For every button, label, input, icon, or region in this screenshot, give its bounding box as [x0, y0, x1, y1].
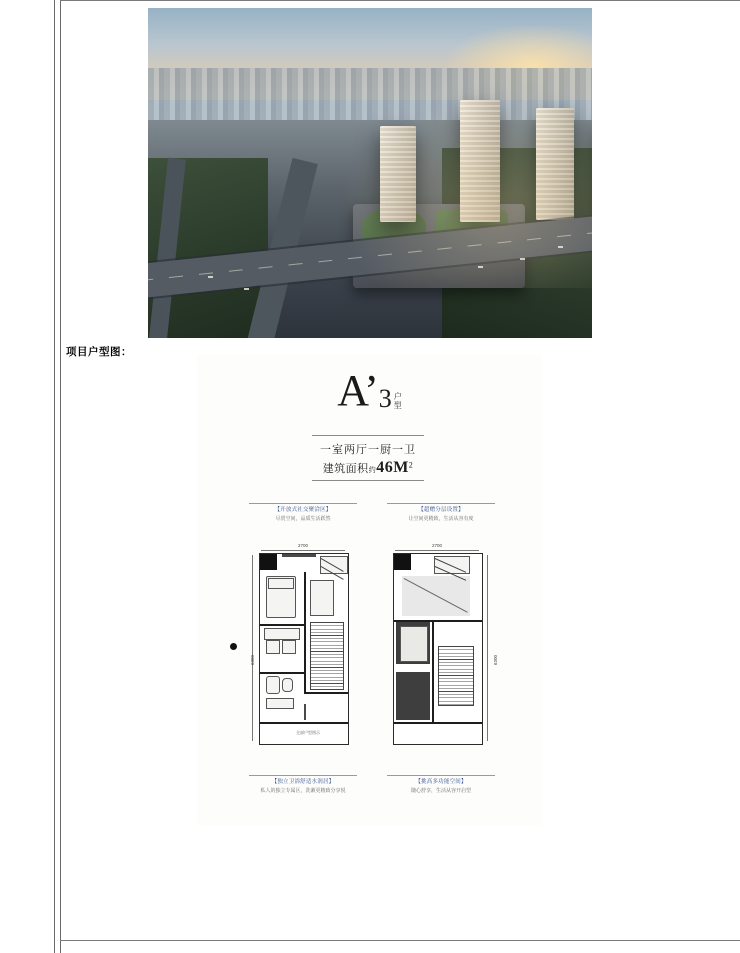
tower-2 [460, 100, 500, 222]
storage-area [396, 672, 430, 720]
annotation-title: 【超赠分层设置】 [418, 507, 464, 513]
unit-letter: A [337, 366, 365, 415]
annotation-desc: 尽赏空间，品质生活跃然 [275, 516, 331, 522]
staircase [438, 646, 474, 706]
annotation-top-left [249, 503, 357, 523]
floorplan-title [197, 366, 542, 421]
toilet [282, 678, 293, 692]
annotation-rule [387, 503, 495, 504]
area-unit: M [393, 459, 409, 476]
annotation-rule [387, 775, 495, 776]
unit-sub-line-2: 型 [393, 401, 402, 410]
car [478, 266, 483, 268]
dimension-line-right [395, 550, 479, 551]
annotation-desc: 随心舒享，生活从容开启型 [410, 788, 471, 794]
staircase [310, 622, 344, 690]
partition-wall-bathroom [260, 672, 305, 674]
annotation-title: 【挑高多功能空间】 [415, 779, 467, 785]
page-margin-rule-outer [54, 0, 55, 953]
pillow [268, 578, 294, 589]
page-margin-rule-inner [60, 0, 61, 953]
figure-caption: 项目户型图： [66, 346, 132, 358]
kitchen-counter [264, 628, 300, 640]
structural-core [394, 554, 411, 570]
annotation-bottom-left [249, 775, 357, 795]
area-about: 约 [368, 466, 377, 474]
annotation-rule [249, 503, 357, 504]
floorplan-lower-level [259, 553, 349, 745]
dimension-top-left: 2700 [297, 543, 308, 548]
dimension-top-right: 2700 [431, 543, 442, 548]
window-top [282, 554, 316, 557]
dimension-side-left: 6300 [250, 654, 255, 665]
partition-wall-vertical [304, 572, 306, 692]
page-bottom-rule [60, 940, 740, 941]
partition-wall-vertical [432, 622, 434, 722]
car [208, 276, 213, 278]
dining-chair [282, 640, 296, 654]
wardrobe [310, 580, 334, 616]
partition-wall-stair [304, 692, 348, 694]
dimension-vline-left [252, 555, 253, 741]
orientation-dot-left [230, 643, 237, 650]
annotation-desc: 私人的独立专属区，洗漱更精致分享悦 [260, 788, 346, 794]
floorplan-upper-level [393, 553, 483, 745]
structural-core [260, 554, 277, 570]
car [244, 288, 249, 290]
entry-door [304, 704, 306, 720]
annotation-title: 【独立卫浴舒适水润居】 [271, 779, 335, 785]
car [558, 246, 563, 248]
annotation-title: 【开放式社交聚洽区】 [274, 507, 332, 513]
unit-sub-line-1: 户 [393, 392, 402, 401]
annotation-rule [249, 775, 357, 776]
annotation-bottom-right [387, 775, 495, 795]
dimension-line-left [261, 550, 345, 551]
dining-table [266, 640, 280, 654]
plan-note-left: 全部户型图示 [296, 730, 320, 735]
exterior-wall-lower [394, 722, 482, 724]
project-rendering-image [148, 8, 592, 338]
unit-prime: ’ [364, 366, 379, 415]
bed [400, 626, 428, 662]
area-prefix: 建筑面积 [322, 463, 369, 475]
area-unit-superscript: 2 [408, 460, 414, 470]
dimension-vline-right [487, 555, 488, 741]
page-top-rule [60, 0, 740, 1]
shower [266, 676, 280, 694]
tower-3 [536, 108, 574, 220]
area-value: 46 [376, 459, 394, 476]
layout-line: 一室两厅一厨一卫 [320, 444, 416, 456]
car [520, 258, 525, 260]
area-line [312, 459, 424, 477]
floorplan-sheet [197, 355, 542, 825]
dimension-side-right: 6300 [493, 654, 498, 665]
partition-wall-horizontal [260, 624, 305, 626]
unit-type-title [337, 366, 402, 415]
unit-number: 3 [378, 384, 392, 413]
annotation-desc: 让空间更精致，生活从容有度 [408, 516, 474, 522]
exterior-wall-lower [260, 722, 348, 724]
unit-summary-box [312, 435, 424, 481]
unit-sub-label [394, 392, 402, 410]
vanity-sink [266, 698, 294, 709]
tower-1 [380, 126, 416, 222]
annotation-top-right [387, 503, 495, 523]
